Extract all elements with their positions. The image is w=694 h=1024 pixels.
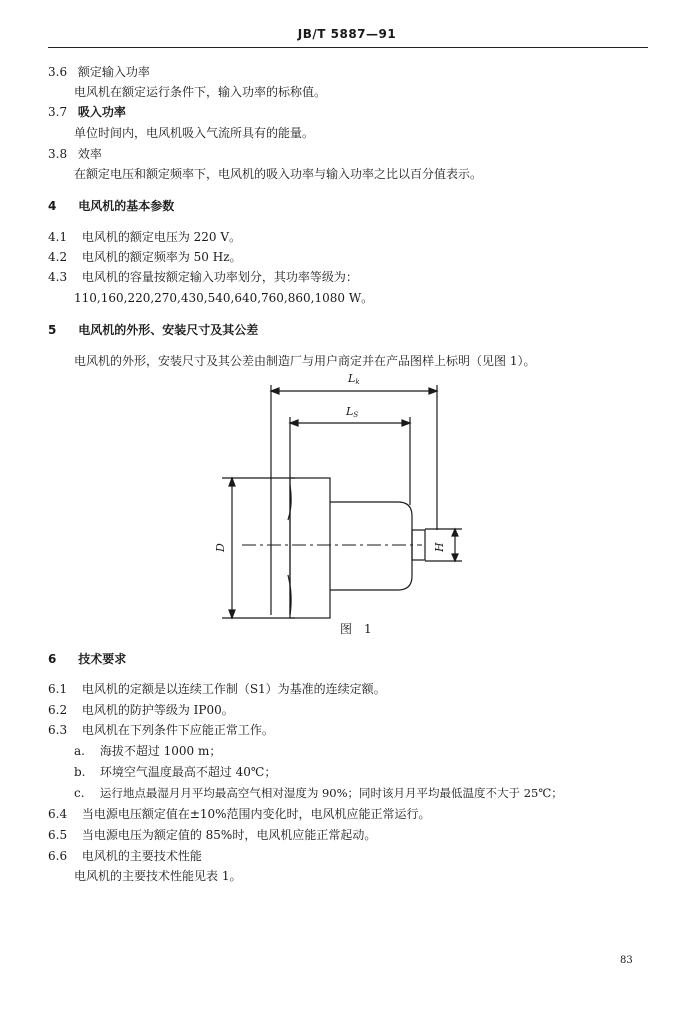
item-number: 6.3 [48,723,68,737]
label-ls: LS [346,405,359,419]
power-levels: 110,160,220,270,430,540,640,760,860,1080 W。 [74,291,374,305]
item-number: 3.7 [48,105,68,119]
condition-number: a. [74,744,85,758]
item-title: 吸入功率 [77,105,126,119]
item-3-8-body: 在额定电压和额定频率下，电风机的吸入功率与输入功率之比以百分值表示。 [74,167,483,181]
figure-caption: 图 1 [340,622,372,636]
section-title: 电风机的基本参数 [78,199,175,213]
item-3-7-heading [48,104,126,120]
item-6-4 [48,806,431,822]
condition-a [48,743,221,759]
item-number: 3.8 [48,147,68,161]
item-text: 当电源电压为额定值的 85%时，电风机应能正常起动。 [81,828,377,842]
item-4-2 [48,249,242,265]
item-6-3 [48,722,274,738]
item-6-1 [48,681,386,697]
item-text: 电风机的主要技术性能 [81,849,202,863]
item-number: 4.1 [48,230,68,244]
condition-c [48,785,563,801]
condition-b [48,764,276,780]
condition-number: b. [74,765,86,779]
section-5-body: 电风机的外形，安装尺寸及其公差由制造厂与用户商定并在产品图样上标明（见图 1）。 [74,354,536,368]
section-title: 电风机的外形、安装尺寸及其公差 [78,323,259,337]
item-6-5 [48,827,376,843]
item-number: 6.2 [48,703,68,717]
item-3-6-body: 电风机在额定运行条件下，输入功率的标称值。 [74,85,327,99]
section-number: 5 [48,323,57,337]
condition-text: 海拔不超过 1000 m； [99,744,222,758]
item-text: 电风机的防护等级为 IP00。 [81,703,234,717]
item-number: 6.4 [48,807,68,821]
figure-1-drawing [200,365,480,620]
item-4-1 [48,229,241,245]
item-text: 电风机的定额是以连续工作制（S1）为基准的连续定额。 [81,682,386,696]
item-3-7-body: 单位时间内，电风机吸入气流所具有的能量。 [74,126,315,140]
item-4-3 [48,269,358,285]
section-title: 技术要求 [78,652,127,666]
item-text: 电风机的额定电压为 220 V。 [81,230,242,244]
motor-body [330,502,412,590]
item-number: 4.3 [48,270,68,284]
item-number: 4.2 [48,250,68,264]
item-number: 6.5 [48,828,68,842]
section-number: 4 [48,199,57,213]
item-text: 当电源电压额定值在±10%范围内变化时，电风机应能正常运行。 [81,807,431,821]
item-text: 电风机的额定频率为 50 Hz。 [81,250,242,264]
label-d: D [214,543,227,552]
standard-code-header: JB/T 5887—91 [297,27,397,41]
section-6-heading [48,651,126,667]
item-3-8-heading [48,146,102,162]
item-6-2 [48,702,234,718]
item-3-6-heading [48,64,150,80]
condition-text: 环境空气温度最高不超过 40℃； [99,765,277,779]
item-title: 额定输入功率 [77,65,150,79]
item-number: 6.6 [48,849,68,863]
condition-text: 运行地点最湿月月平均最高空气相对湿度为 90%；同时该月月平均最低温度不大于 25℃； [99,786,563,800]
page-number: 83 [620,955,633,966]
header-rule [48,47,648,48]
item-6-6 [48,848,202,864]
item-text: 电风机在下列条件下应能正常工作。 [81,723,274,737]
item-6-6-body: 电风机的主要技术性能见表 1。 [74,869,242,883]
label-h: H [433,542,446,552]
item-title: 效率 [77,147,102,161]
section-5-heading [48,322,258,338]
item-text: 电风机的容量按额定输入功率划分，其功率等级为： [81,270,358,284]
item-number: 3.6 [48,65,68,79]
item-number: 6.1 [48,682,68,696]
fan-housing [290,478,330,618]
condition-number: c. [74,786,85,800]
section-4-heading [48,198,174,214]
section-number: 6 [48,652,57,666]
label-lk: Lk [348,372,360,386]
